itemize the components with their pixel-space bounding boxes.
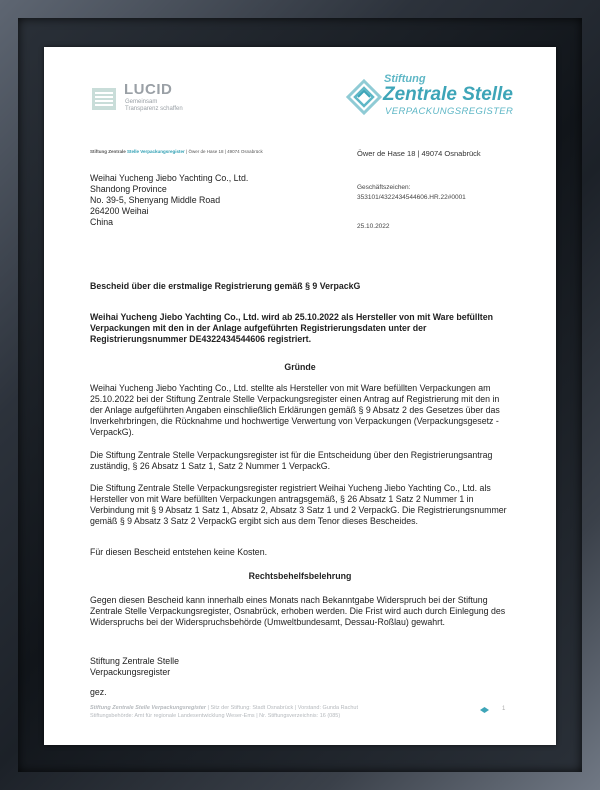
paragraph-application: Weihai Yucheng Jiebo Yachting Co., Ltd. stellte als Hersteller von mit Ware befüllten Verpackungen am 25.10.2022 bei der Stiftung Zentrale Stelle Verpackungsregister einen Antrag auf Registrierung mit den in der Anlage aufgeführten Angaben einschließlich Erklärungen gemäß § 9 Absatz 2 des Gesetzes über das Inverkehrbringen, die Rücknahme und hochwertige Verwertung von Verpackungen (Verpackungsgesetz - VerpackG). (90, 383, 500, 437)
recipient-line: 264200 Weihai (90, 206, 149, 216)
stiftung-logo-line1: Stiftung (384, 73, 426, 85)
stiftung-logo-line2: Zentrale Stelle (383, 84, 513, 105)
signoff: Stiftung Zentrale Stelle Verpackungsregister (90, 656, 179, 677)
stiftung-logo-line3: VERPACKUNGSREGISTER (385, 106, 514, 117)
document-subject: Bescheid über die erstmalige Registrierung gemäß § 9 VerpackG (90, 281, 361, 291)
page-number: 1 (502, 706, 506, 712)
heading-rechtsbehelfsbelehrung: Rechtsbehelfsbelehrung (248, 571, 352, 581)
recipient-line: Shandong Province (90, 184, 167, 194)
sender-address: Öwer de Hase 18 | 49074 Osnabrück (357, 149, 481, 158)
signature-note: gez. (90, 687, 107, 697)
paragraph-jurisdiction: Die Stiftung Zentrale Stelle Verpackungsregister ist für die Entscheidung über den Registrierungsantrag zuständig, § 26 Absatz 1 Satz 1, Satz 2 Nummer 1 VerpackG. (90, 450, 493, 471)
paragraph-appeal: Gegen diesen Bescheid kann innerhalb eines Monats nach Bekanntgabe Widerspruch bei der Stiftung Zentrale Stelle Verpackungsregister, Osnabrück, erhoben werden. Die Frist wird auch durch Einlegung des Widerspruchs bei der Widerspruchsbehörde (Umweltbundesamt, Dessau-Roßlau) gewahrt. (90, 595, 506, 627)
footer-logo-icon (480, 707, 489, 713)
reference-number: 353101/4322434544606.HR.22#0001 (357, 194, 466, 201)
paragraph-registration: Die Stiftung Zentrale Stelle Verpackungsregister registriert Weihai Yucheng Jiebo Yachting Co., Ltd. als Hersteller von mit Ware befüllten Verpackungen antragsgemäß, § 26 Absatz 1 Satz 2 Nummer 1 in Verbindung mit § 9 Absatz 1 Satz 1, Absatz 2, Absatz 3 Satz 1 und 2 VerpackG. Die Registrierungsnummer gemäß § 9 Absatz 3 Satz 2 VerpackG ergibt sich aus dem Tenor dieses Bescheides. (90, 483, 507, 526)
recipient-address (90, 173, 248, 228)
lucid-logo-text: LUCID (124, 81, 173, 98)
recipient-line: Weihai Yucheng Jiebo Yachting Co., Ltd. (90, 173, 249, 183)
paragraph-costs: Für diesen Bescheid entstehen keine Kosten. (90, 547, 268, 557)
decision-statement: Weihai Yucheng Jiebo Yachting Co., Ltd. wird ab 25.10.2022 als Hersteller von mit Ware befüllten Verpackungen mit den in der Anlage aufgeführten Registrierungsdaten unter der Registrierungsnummer DE4322434544606 registriert. (90, 312, 493, 344)
heading-gruende: Gründe (284, 362, 316, 372)
stiftung-logo-icon (344, 77, 384, 117)
recipient-line: No. 39-5, Shenyang Middle Road (90, 195, 221, 205)
recipient-line: China (90, 217, 113, 227)
lucid-logo-icon (90, 84, 120, 114)
lucid-logo-subtitle: Gemeinsam Transparenz schaffen (125, 99, 183, 112)
reference-label: Geschäftszeichen: (357, 184, 411, 191)
document-page (44, 47, 556, 745)
document-date: 25.10.2022 (357, 223, 390, 230)
page-footer: Stiftung Zentrale Stelle Verpackungsregister | Sitz der Stiftung: Stadt Osnabrück | Vorstand: Gunda Rachut Stiftungsbehörde: Amt für regionale Landesentwicklung Weser-Ems | Nr. Stiftungsverzeichnis: 16 (085) (90, 705, 359, 719)
sender-return-address: Stiftung Zentrale Stelle Verpackungsregister | Öwer de Hase 18 | 49074 Osnabrück (90, 149, 263, 154)
